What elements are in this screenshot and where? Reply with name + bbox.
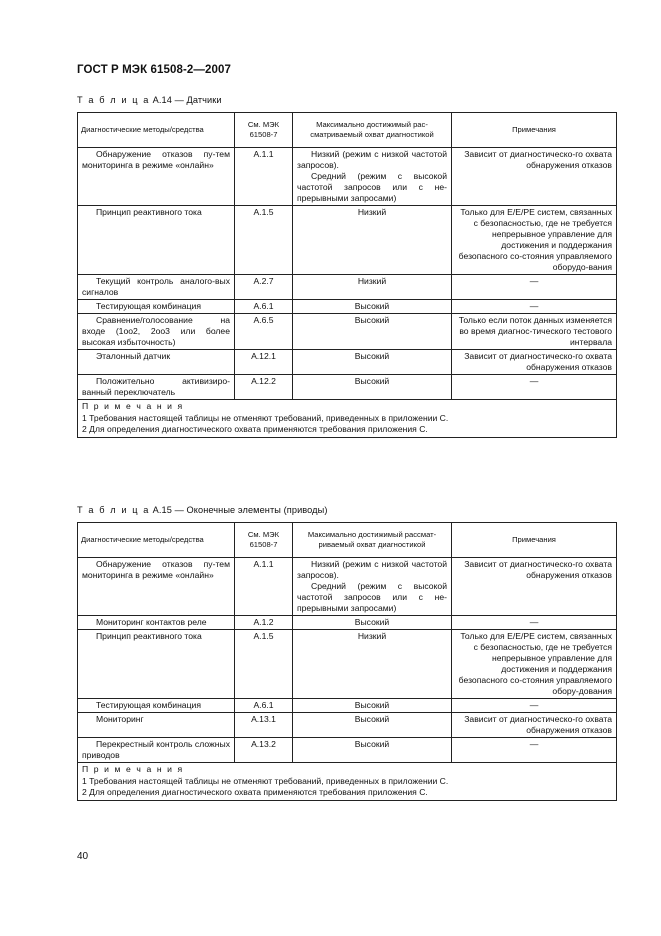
table-row	[78, 375, 617, 400]
table-row	[78, 300, 617, 314]
ref-cell: A.1.1	[235, 558, 293, 616]
table1-caption-prefix: Т а б л и ц а	[77, 95, 150, 105]
actuators-table	[77, 522, 617, 801]
footnotes-title: П р и м е ч а н и я	[82, 401, 184, 411]
method-cell: Принцип реактивного тока	[78, 206, 235, 275]
footnote-1: 1 Требования настоящей таблицы не отменяют требований, приведенных в приложении С.	[82, 775, 449, 786]
footnote-1: 1 Требования настоящей таблицы не отменяют требований, приведенных в приложении С.	[82, 412, 449, 423]
coverage-text: Высокий	[354, 700, 390, 710]
table-row	[78, 699, 617, 713]
notes-cell: Только для E/E/PE систем, связанных с безопасностью, где не требуется непрерывное управление для достижения и поддержания безопасного со-стояния управляемого оборудо-вания	[452, 206, 617, 275]
table2-body	[78, 558, 617, 763]
method-cell: Мониторинг контактов реле	[78, 616, 235, 630]
header-ref: См. МЭК 61508-7	[235, 523, 293, 558]
coverage-cell	[293, 314, 452, 350]
coverage-text: Высокий	[354, 351, 390, 361]
notes-cell: —	[452, 375, 617, 400]
coverage-text: Низкий	[357, 207, 387, 217]
coverage-text: Высокий	[354, 376, 390, 386]
coverage-text: Низкий (режим с низкой частотой запросов).	[297, 149, 447, 170]
coverage-cell	[293, 300, 452, 314]
coverage-text: Высокий	[354, 301, 390, 311]
ref-cell: A.12.2	[235, 375, 293, 400]
table-row	[78, 148, 617, 206]
table-row	[78, 314, 617, 350]
table2-caption-prefix: Т а б л и ц а	[77, 505, 150, 515]
header-coverage: Максимально достижимый рас-сматриваемый охват диагностикой	[293, 113, 452, 148]
ref-cell: A.1.5	[235, 206, 293, 275]
footnote-2: 2 Для определения диагностического охвата применяются требования приложения С.	[82, 787, 428, 797]
notes-cell: —	[452, 300, 617, 314]
table2-caption-title: А.15 — Оконечные элементы (приводы)	[152, 505, 328, 515]
page-number: 40	[77, 851, 89, 862]
table-header-row	[78, 113, 617, 148]
table1-caption	[77, 95, 222, 105]
coverage-text: Высокий	[354, 739, 390, 749]
sensors-table	[77, 112, 617, 438]
coverage-cell	[293, 713, 452, 738]
table-row	[78, 558, 617, 616]
ref-cell: A.1.5	[235, 630, 293, 699]
method-cell: Тестирующая комбинация	[78, 699, 235, 713]
table-row	[78, 738, 617, 763]
coverage-cell	[293, 206, 452, 275]
footnote-2: 2 Для определения диагностического охвата применяются требования приложения С.	[82, 424, 428, 434]
method-cell: Текущий контроль аналого-вых сигналов	[78, 275, 235, 300]
coverage-cell	[293, 738, 452, 763]
table1-caption-title: А.14 — Датчики	[152, 95, 222, 105]
method-cell: Обнаружение отказов пу-тем мониторинга в режиме «онлайн»	[78, 148, 235, 206]
coverage-cell	[293, 558, 452, 616]
header-ref: См. МЭК 61508-7	[235, 113, 293, 148]
notes-cell: —	[452, 616, 617, 630]
ref-cell: A.1.1	[235, 148, 293, 206]
table-row	[78, 630, 617, 699]
ref-cell: A.2.7	[235, 275, 293, 300]
coverage-cell	[293, 275, 452, 300]
notes-cell: Только для E/E/PE систем, связанных с безопасностью, где не требуется непрерывное управление для достижения и поддержания безопасного со-стояния управляемого обору-дования	[452, 630, 617, 699]
notes-cell: Зависит от диагностическо-го охвата обнаружения отказов	[452, 713, 617, 738]
coverage-text: Средний (режим с высокой частотой запросов или с не-прерывными запросами)	[297, 581, 447, 613]
table1-footnotes-row	[78, 400, 617, 438]
table2-caption	[77, 505, 328, 515]
ref-cell: A.6.5	[235, 314, 293, 350]
method-cell: Эталонный датчик	[78, 350, 235, 375]
coverage-text: Средний (режим с высокой частотой запросов или с не-прерывными запросами)	[297, 171, 447, 203]
notes-cell: —	[452, 699, 617, 713]
coverage-cell	[293, 630, 452, 699]
table-row	[78, 206, 617, 275]
ref-cell: A.6.1	[235, 699, 293, 713]
method-cell: Перекрестный контроль сложных приводов	[78, 738, 235, 763]
table-row	[78, 275, 617, 300]
notes-cell: Зависит от диагностическо-го охвата обнаружения отказов	[452, 558, 617, 616]
header-coverage: Максимально достижимый рассмат-риваемый охват диагностикой	[293, 523, 452, 558]
coverage-cell	[293, 616, 452, 630]
method-cell: Сравнение/голосование на входе (1oo2, 2oo3 или более высокая избыточность)	[78, 314, 235, 350]
method-cell: Мониторинг	[78, 713, 235, 738]
footnotes-title: П р и м е ч а н и я	[82, 764, 184, 774]
table2-footnotes	[78, 763, 617, 801]
notes-cell: —	[452, 275, 617, 300]
notes-cell: —	[452, 738, 617, 763]
coverage-cell	[293, 375, 452, 400]
table-row	[78, 713, 617, 738]
method-cell: Принцип реактивного тока	[78, 630, 235, 699]
ref-cell: A.13.1	[235, 713, 293, 738]
notes-cell: Только если поток данных изменяется во время диагнос-тического тестового интервала	[452, 314, 617, 350]
header-notes: Примечания	[452, 523, 617, 558]
header-method: Диагностические методы/средства	[78, 523, 235, 558]
coverage-text: Высокий	[354, 714, 390, 724]
table1-footnotes	[78, 400, 617, 438]
ref-cell: A.6.1	[235, 300, 293, 314]
coverage-text: Низкий (режим с низкой частотой запросов).	[297, 559, 447, 580]
method-cell: Положительно активизиро-ванный переключатель	[78, 375, 235, 400]
coverage-cell	[293, 699, 452, 713]
header-method: Диагностические методы/средства	[78, 113, 235, 148]
coverage-text: Высокий	[354, 617, 390, 627]
table-header-row	[78, 523, 617, 558]
ref-cell: A.1.2	[235, 616, 293, 630]
coverage-cell	[293, 350, 452, 375]
method-cell: Обнаружение отказов пу-тем мониторинга в режиме «онлайн»	[78, 558, 235, 616]
ref-cell: A.13.2	[235, 738, 293, 763]
document-header: ГОСТ Р МЭК 61508-2—2007	[77, 64, 231, 76]
coverage-text: Высокий	[354, 315, 390, 325]
table2-footnotes-row	[78, 763, 617, 801]
table1-body	[78, 148, 617, 400]
ref-cell: A.12.1	[235, 350, 293, 375]
header-notes: Примечания	[452, 113, 617, 148]
table-row	[78, 350, 617, 375]
coverage-cell	[293, 148, 452, 206]
coverage-text: Низкий	[357, 631, 387, 641]
notes-cell: Зависит от диагностическо-го охвата обнаружения отказов	[452, 350, 617, 375]
coverage-text: Низкий	[357, 276, 387, 286]
notes-cell: Зависит от диагностическо-го охвата обнаружения отказов	[452, 148, 617, 206]
method-cell: Тестирующая комбинация	[78, 300, 235, 314]
table-row	[78, 616, 617, 630]
